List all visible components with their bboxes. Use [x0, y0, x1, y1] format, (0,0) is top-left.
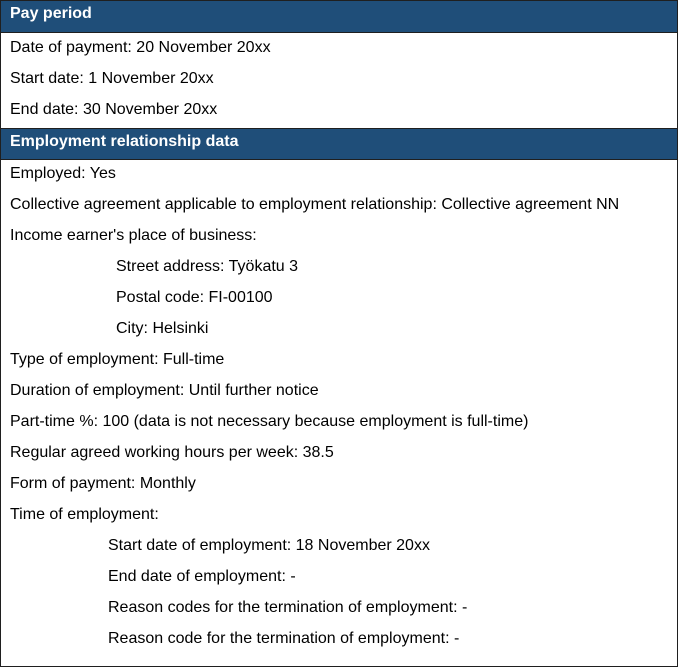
street-address-row: Street address: Työkatu 3 — [116, 258, 299, 275]
reason-code-row: Reason code for the termination of employment: - — [108, 630, 460, 647]
reason-codes-row: Reason codes for the termination of employment: - — [108, 599, 468, 616]
end-date-row: End date: 30 November 20xx — [10, 101, 218, 118]
part-time-row: Part-time %: 100 (data is not necessary because employment is full-time) — [10, 413, 529, 430]
form-of-payment-row: Form of payment: Monthly — [10, 475, 196, 492]
pay-period-header: Pay period — [1, 1, 677, 33]
collective-agreement-row: Collective agreement applicable to employment relationship: Collective agreement NN — [10, 196, 620, 213]
end-date-of-employment-row: End date of employment: - — [108, 568, 296, 585]
postal-code-row: Postal code: FI-00100 — [116, 289, 273, 306]
type-of-employment-row: Type of employment: Full-time — [10, 351, 225, 368]
place-of-business-row: Income earner's place of business: — [10, 227, 257, 244]
working-hours-row: Regular agreed working hours per week: 38.5 — [10, 444, 334, 461]
city-row: City: Helsinki — [116, 320, 209, 337]
employed-row: Employed: Yes — [10, 165, 116, 182]
employment-relationship-header: Employment relationship data — [1, 128, 677, 160]
date-of-payment-row: Date of payment: 20 November 20xx — [10, 39, 271, 56]
time-of-employment-row: Time of employment: — [10, 506, 159, 523]
start-date-row: Start date: 1 November 20xx — [10, 70, 214, 87]
start-date-of-employment-row: Start date of employment: 18 November 20xx — [108, 537, 430, 554]
duration-of-employment-row: Duration of employment: Until further notice — [10, 382, 319, 399]
